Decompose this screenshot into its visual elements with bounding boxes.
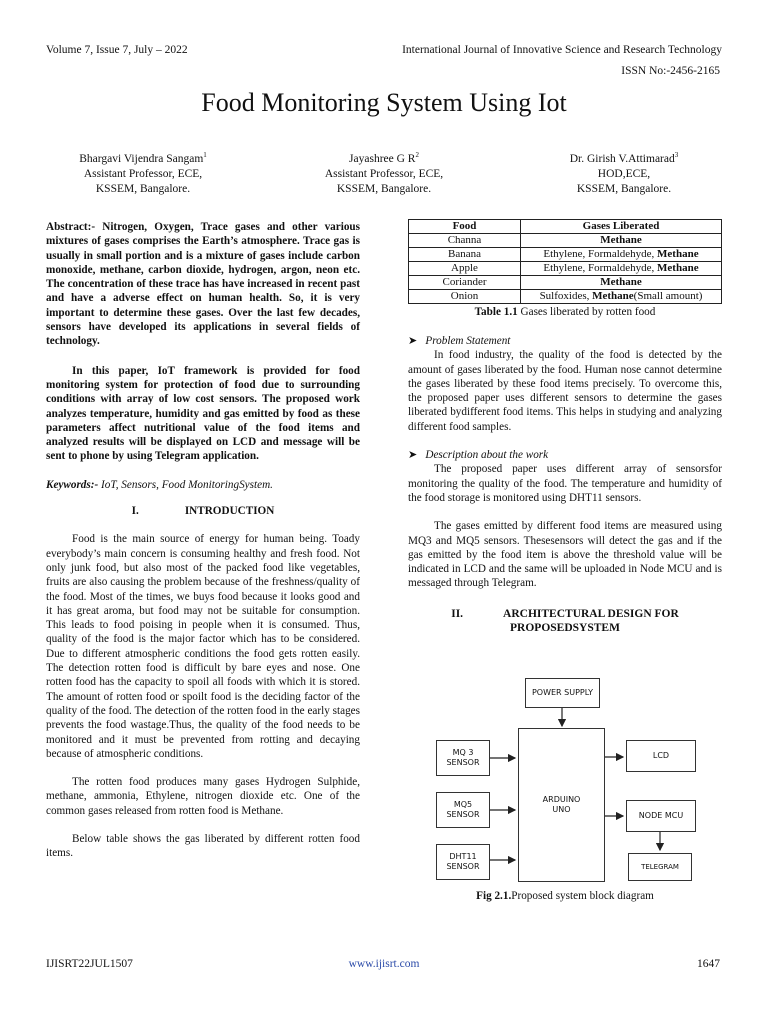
- table-header-row: [409, 220, 722, 234]
- author-role: Assistant Professor, ECE,: [83, 167, 203, 180]
- description-text-1: The proposed paper uses different array of sensorsfor monitoring the quality of the food. The temperature and humidity of the food storage is monitored using DHT11 sensors.: [408, 463, 722, 504]
- telegram-block: TELEGRAM: [628, 853, 692, 881]
- author-name: Bhargavi Vijendra Sangam: [79, 152, 204, 165]
- page-number: 1647: [697, 958, 720, 970]
- keywords-text: IoT, Sensors, Food MonitoringSystem.: [98, 478, 273, 491]
- author-affil: KSSEM, Bangalore.: [95, 182, 191, 195]
- journal-name: International Journal of Innovative Science and Research Technology: [402, 44, 722, 56]
- table-caption-text: Gases liberated by rotten food: [517, 306, 656, 318]
- author-affil: KSSEM, Bangalore.: [336, 182, 432, 195]
- paper-id: IJISRT22JUL1507: [46, 958, 133, 970]
- description-text-2: The gases emitted by different food items are measured using MQ3 and MQ5 sensors. Thesesensors will detect the gas and if the gas emitted by the food item is above the threshold value will be indicated in LCD and the same will be uploaded in Node MCU and is messaged through Telegram.: [408, 520, 722, 590]
- table-cell: Ethylene, Formaldehyde, Methane: [521, 262, 722, 276]
- left-column: [46, 220, 360, 861]
- table-cell: Methane: [521, 234, 722, 248]
- intro-paragraph-2: The rotten food produces many gases Hydrogen Sulphide, methane, ammonia, Ethylene, nitrogen dioxide etc. One of the common gases released from rotten food is Methane.: [46, 776, 360, 817]
- gases-table: [408, 219, 722, 304]
- block-diagram: [430, 672, 720, 887]
- journal-website-link[interactable]: www.ijisrt.com: [348, 958, 420, 970]
- section-number: I.: [131, 505, 139, 518]
- table-cell: Methane: [521, 276, 722, 290]
- abstract: Abstract:- Nitrogen, Oxygen, Trace gases and other various mixtures of gases comprises the Earth’s atmosphere. Trace gas is usually in small portion and is a mixture of gases include carbon monoxide, methane, carbon dioxide, hydrogen, argon, neon etc. The concentration of these trace has have increased in recent past and have a adverse effect on human health. So, it is very important to determine these gases. Over the last few decades, sensors have developed its applications in several fields of technology.: [46, 221, 360, 348]
- paper-title: Food Monitoring System Using Iot: [201, 88, 567, 117]
- table-cell: Channa: [409, 234, 521, 248]
- table-caption: [408, 306, 722, 318]
- author-sup: 2: [415, 151, 419, 159]
- power-supply-block: POWER SUPPLY: [525, 678, 600, 708]
- table-caption-label: Table 1.1: [474, 306, 518, 318]
- arduino-uno-block: ARDUINO UNO: [518, 728, 605, 882]
- mq3-sensor-block: MQ 3 SENSOR: [436, 740, 490, 776]
- author-name: Dr. Girish V.Attimarad: [569, 152, 675, 165]
- table-row: [409, 290, 722, 304]
- problem-text: In food industry, the quality of the food is detected by the amount of gases liberated by the food. Human nose cannot determine the gases liberated by these food items precisely. To overcome this, the proposed paper uses different sensors to determine the gases liberated bydifferent food items. This helps in studying and analyzing different food samples.: [408, 349, 722, 433]
- right-column: [408, 334, 722, 635]
- table-cell: Banana: [409, 248, 521, 262]
- figure-caption-text: Proposed system block diagram: [511, 890, 654, 902]
- lcd-block: LCD: [626, 740, 696, 772]
- author-role: Assistant Professor, ECE,: [324, 167, 444, 180]
- figure-caption: [408, 890, 722, 902]
- description-heading: ➤ Description about the work: [408, 449, 549, 462]
- table-cell: Sulfoxides, Methane(Small amount): [521, 290, 722, 304]
- table-cell: Apple: [409, 262, 521, 276]
- keywords: [46, 478, 360, 492]
- issn: ISSN No:-2456-2165: [621, 65, 720, 77]
- table-row: [409, 262, 722, 276]
- table-header: Food: [409, 220, 521, 234]
- node-mcu-block: NODE MCU: [626, 800, 696, 832]
- figure-caption-label: Fig 2.1.: [476, 890, 512, 902]
- author-name: Jayashree G R: [349, 152, 416, 165]
- table-row: [409, 248, 722, 262]
- dht11-sensor-block: DHT11 SENSOR: [436, 844, 490, 880]
- arch-heading: II. ARCHITECTURAL DESIGN FOR PROPOSEDSYSTEM: [451, 607, 679, 635]
- section-number: II.: [451, 607, 464, 620]
- arrow-icon: ➤: [408, 449, 418, 462]
- table-cell: Coriander: [409, 276, 521, 290]
- abstract-paragraph-2: In this paper, IoT framework is provided for food monitoring system for protection of food due to surrounding conditions with array of low cost sensors. The proposed work analyzes temperature, humidity and gas emitted by food as these parameters affect nutritional value of the food items and analyzed results will be displayed on LCD and message will be sent to phone by using Telegram application.: [46, 364, 360, 463]
- table-row: [409, 276, 722, 290]
- table-header: Gases Liberated: [521, 220, 722, 234]
- author-affil: KSSEM, Bangalore.: [576, 182, 672, 195]
- table-cell: Ethylene, Formaldehyde, Methane: [521, 248, 722, 262]
- author-sup: 1: [203, 151, 207, 159]
- volume-info: Volume 7, Issue 7, July – 2022: [46, 44, 188, 56]
- author-3: [514, 148, 734, 197]
- intro-paragraph-1: Food is the main source of energy for human being. Toady everybody’s main concern is consuming healthy and fresh food. Not only junk food, but also most of the packed food like vegetables, fruits are also causing the problem because of the freshness/quality of the food. Most of the times, we buys food because it looks good and it has great aroma, but food may not be suitable for consumption. This leads to food poising in people when it is consumed. Thus, quality of the food is the major factor which has to be considered. Due to different atmospheric conditions the food gets rotten easily. The detection rotten food is difficult by bare eyes and nose. One rotten food has the capacity to spoil all foods with which it is stored. The amount of rotten food or spoilt food is the deciding factor of the quality of the food. The detection of the rotten food in the early stages prevents the food wastage.Thus, the quality of the food needs to be monitored and it must be prevented from rotting and decaying because of atmospheric conditions.: [46, 533, 360, 760]
- intro-paragraph-3: Below table shows the gas liberated by different rotten food items.: [46, 832, 360, 860]
- arrow-icon: ➤: [408, 335, 418, 347]
- table-cell: Onion: [409, 290, 521, 304]
- author-sup: 3: [674, 151, 679, 159]
- table-row: [409, 234, 722, 248]
- section-title: INTRODUCTION: [184, 505, 275, 518]
- mq5-sensor-block: MQ5 SENSOR: [436, 792, 490, 828]
- intro-heading: [46, 504, 360, 518]
- problem-heading: ➤ Problem Statement: [408, 335, 511, 347]
- author-2: [274, 148, 494, 197]
- author-1: [33, 148, 253, 197]
- author-role: HOD,ECE,: [597, 167, 651, 180]
- keywords-label: Keywords:-: [46, 478, 99, 491]
